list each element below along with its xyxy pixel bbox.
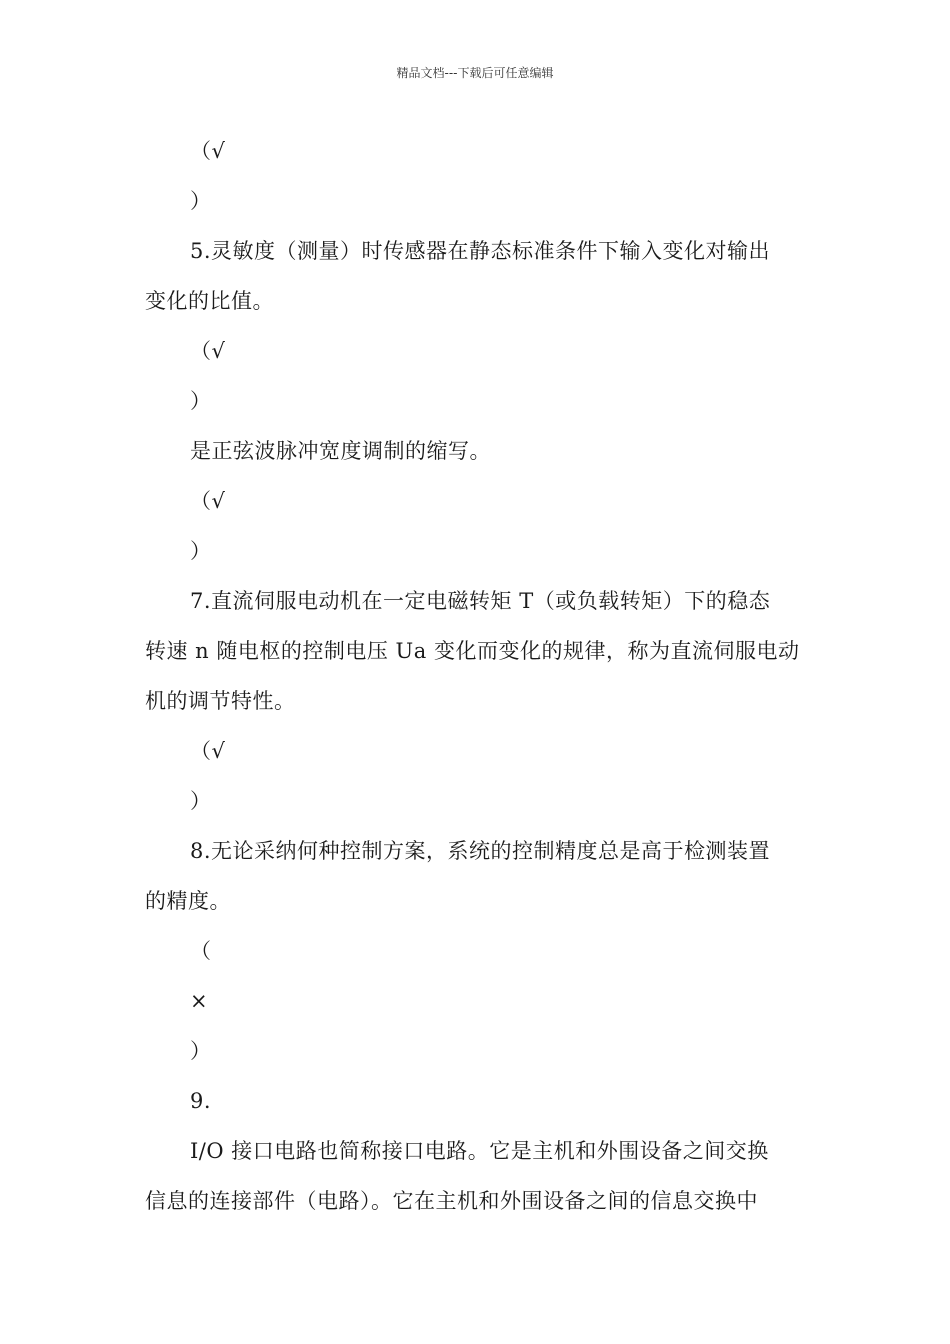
answer-open: （√	[190, 139, 226, 163]
question-5-line-2: 变化的比值。	[145, 289, 274, 313]
answer-close: ）	[190, 539, 212, 563]
question-7-line-1: 7.直流伺服电动机在一定电磁转矩 T（或负载转矩）下的稳态	[190, 589, 771, 613]
answer-close: ）	[190, 389, 212, 413]
answer-open: （√	[190, 339, 226, 363]
answer-open: （	[190, 939, 212, 963]
question-8-line-2: 的精度。	[145, 889, 231, 913]
page-header: 精品文档---下载后可任意编辑	[396, 66, 554, 80]
question-6-line-1: 是正弦波脉冲宽度调制的缩写。	[190, 439, 491, 463]
question-8-line-1: 8.无论采纳何种控制方案，系统的控制精度总是高于检测装置	[190, 839, 771, 863]
question-5-line-1: 5.灵敏度（测量）时传感器在静态标准条件下输入变化对输出	[190, 239, 771, 263]
answer-close: ）	[190, 1039, 212, 1063]
answer-mark: ×	[190, 989, 209, 1013]
answer-open: （√	[190, 489, 226, 513]
question-9-line-2: 信息的连接部件（电路）。它在主机和外围设备之间的信息交换中	[145, 1189, 758, 1213]
question-7-line-3: 机的调节特性。	[145, 689, 296, 713]
answer-close: ）	[190, 189, 212, 213]
question-9-line-1: I/O 接口电路也简称接口电路。它是主机和外围设备之间交换	[190, 1139, 769, 1163]
answer-open: （√	[190, 739, 226, 763]
question-9-number: 9.	[190, 1089, 212, 1113]
question-7-line-2: 转速 n 随电枢的控制电压 Ua 变化而变化的规律，称为直流伺服电动	[145, 639, 800, 663]
answer-close: ）	[190, 789, 212, 813]
